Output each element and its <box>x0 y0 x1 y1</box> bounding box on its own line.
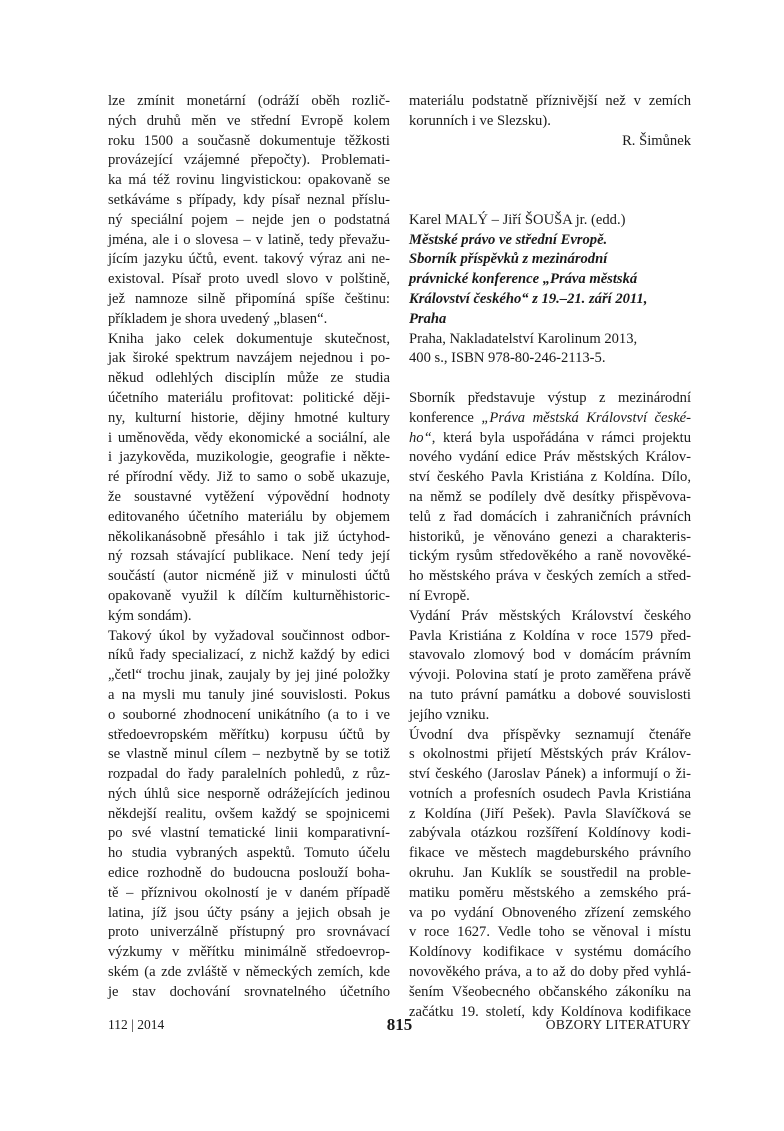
text-line: někud odlehlých disciplín může ze studia <box>108 370 390 387</box>
text-line: v roce 1627. Vedle toho se věnoval i místu <box>409 924 691 941</box>
text-line: historiků, je věnováno genezi a charakteris- <box>409 528 691 545</box>
book-citation <box>409 211 691 369</box>
book-publisher-line: Praha, Nakladatelství Karolinum 2013, <box>409 330 638 347</box>
text-line: středoevropském měřítku) korpusu účtů by <box>108 726 390 743</box>
book-authors: Karel MALÝ – Jiří ŠOUŠA jr. (edd.) <box>409 211 626 228</box>
journal-name: OBZORY LITERATURY <box>545 1017 691 1032</box>
text-line: níků řady specializací, z nichž každý by edici <box>108 647 390 664</box>
review-body <box>409 389 691 1023</box>
text-line: stavovalo zlomový bod v domácím právním <box>409 647 691 664</box>
text-line: se vlastně minul cílem – nezbytně by se totiž <box>108 746 390 763</box>
text-line: s okolnostmi přijetí Městských práv Králov- <box>409 746 691 763</box>
text-line: že soustavné vytěžení výpovědní hodnoty <box>108 488 390 505</box>
text-line: Sborník představuje výstup z mezinárodní <box>409 389 691 406</box>
book-title-line: právnické konference „Práva městská <box>409 271 638 288</box>
text-line: jména, ale i o slovesa – v latině, tedy převažu- <box>108 231 390 248</box>
text-line: telů z řad domácích i zahraničních právních <box>409 508 691 525</box>
text-line: ství českého Pavla Kristiána z Koldína. Dílo, <box>409 469 691 486</box>
continued-review-text <box>409 92 691 132</box>
text-line: i uměnověda, vědy ekonomické a sociální, ale <box>108 429 390 446</box>
text-line: někdejší realitu, ovšem každý se spojnicemi <box>108 805 390 822</box>
text-line: novověkého práva, a to až do doby před vyhlá- <box>409 964 691 981</box>
text-line: Úvodní dva příspěvky seznamují čtenáře <box>409 726 691 743</box>
text-line: „četl“ trochu jinak, zaujaly by jej jiné položky <box>108 667 390 684</box>
text-line: latina, jíž jsou účty psány a jejich obsah je <box>108 904 390 921</box>
text-line: roku 1500 a současně dokumentuje těžkosti <box>108 132 390 149</box>
text-fragment: konference <box>409 409 482 426</box>
text-line: i jazykověda, muzikologie, geografie i někte- <box>108 449 390 466</box>
text-line: ny, kulturní historie, dějiny hmotné kultury <box>108 409 390 426</box>
text-line <box>409 409 691 429</box>
reviewer-signature: R. Šimůnek <box>622 132 691 149</box>
book-publisher-line: 400 s., ISBN 978-80-246-2113-5. <box>409 350 606 367</box>
text-line: ných druhů měn ve střední Evropě kolem <box>108 112 390 129</box>
text-line: tě – příznivou okolností je v daném případě <box>108 884 390 901</box>
text-line: matiku poměru městského a zemského prá- <box>409 884 691 901</box>
text-line: součástí (autor nicméně již v minulosti účtů <box>108 568 390 585</box>
text-line: ství českého (Jaroslav Pánek) a informují o ži- <box>409 766 691 783</box>
italic-text: ho“ <box>409 429 432 446</box>
book-title-line: Sborník příspěvků z mezinárodní <box>409 251 608 268</box>
text-line: korunních i ve Slezsku). <box>409 112 551 129</box>
text-line: tickým rysům středověkého a raně novověké- <box>409 548 691 565</box>
text-line: rozpadal do řady paralelních pohledů, z růz- <box>108 766 390 783</box>
text-line: existoval. Písař proto uvedl slovo v polštině, <box>108 271 390 288</box>
right-column <box>409 92 691 1022</box>
text-line: z Koldína (Jiří Pešek). Pavla Slavíčková se <box>409 805 691 822</box>
text-line: ka má též rovinu lingvistickou: opakovaně se <box>108 172 390 189</box>
book-title-line: Praha <box>409 310 447 327</box>
text-line: několikanásobně přesáhlo i tak již úctyhod- <box>108 528 390 545</box>
text-line: Kniha jako celek dokumentuje skutečnost, <box>108 330 390 347</box>
text-line: provázející vzájemné přepočty). Problemati- <box>108 152 390 169</box>
text-line: účetního materiálu profitovat: politické ději- <box>108 389 390 406</box>
text-line: zabývala otázkou rozšíření Koldínovy kodi- <box>409 825 691 842</box>
text-line: po své vlastní tematické linii komparativní- <box>108 825 390 842</box>
page-footer <box>108 1015 691 1037</box>
text-line: na němž se podílely dvě desítky přispěvova- <box>409 488 691 505</box>
text-line: ný rozsah stávající publikace. Není tedy její <box>108 548 390 565</box>
text-line: jejího vzniku. <box>409 706 490 723</box>
text-line: výzkumy v měřítku minimálně středoevrop- <box>108 944 390 961</box>
text-line: nového vydání edice Práv městských Králov- <box>409 449 691 466</box>
text-line: ho městského práva v českých zemích a střed- <box>409 568 691 585</box>
italic-text: „Práva městská Království české- <box>481 409 692 426</box>
text-line: ré přírodní vědy. Již to samo o sobě ukazuje, <box>108 469 390 486</box>
text-line: setkáváme s případy, kdy písař neznal příslu- <box>108 191 390 208</box>
text-line: jícím jazyku účtů, event. takový výraz ani ne- <box>108 251 390 268</box>
book-title-line: Království českého“ z 19.–21. září 2011, <box>409 290 648 307</box>
text-line: okruhu. Jan Kuklík se soustředil na proble- <box>409 865 691 882</box>
text-line: editovaného účetního materiálu by objemem <box>108 508 390 525</box>
text-line: na tuto právní památku a dobové souvislosti <box>409 686 691 703</box>
left-column <box>108 92 390 1003</box>
issue-label: 112 | 2014 <box>108 1017 165 1032</box>
text-line: jež namnoze silně připomíná spíše češtinu: <box>108 290 390 307</box>
text-line: proto univerzálně přístupný pro srovnávací <box>108 924 390 941</box>
text-line: šením Všeobecného občanského zákoníku na <box>409 983 691 1000</box>
text-line <box>409 429 691 449</box>
text-line: Koldínovy kodifikace v systému domácího <box>409 944 691 961</box>
text-line: ných úhlů sice nesporně odrážejících jedinou <box>108 785 390 802</box>
text-line: edice rozhodně do budoucna poslouží boha- <box>108 865 390 882</box>
text-fragment: , která byla uspořádána v rámci projektu <box>431 429 691 446</box>
text-line: začátku 19. století, kdy Koldínova kodifikace <box>409 1003 691 1020</box>
text-line: fikace ve městech magdeburského právního <box>409 845 691 862</box>
page-number: 815 <box>386 1015 413 1034</box>
text-line: votních a profesních osudech Pavla Kristiána <box>409 785 691 802</box>
text-line: materiálu podstatně příznivější než v zemích <box>409 93 691 109</box>
text-line: va po vydání Obnoveného zřízení zemského <box>409 904 691 921</box>
text-line: Takový úkol by vyžadoval součinnost odbor- <box>108 627 390 644</box>
text-line: Vydání Práv městských Království českého <box>409 607 691 624</box>
text-line: jak široké spektrum navzájem nejednou i po- <box>108 350 390 367</box>
text-line: kým sondám). <box>108 607 192 624</box>
text-line: příkladem je shora uvedený „blasen“. <box>108 310 328 327</box>
book-title-line: Městské právo ve střední Evropě. <box>409 231 608 248</box>
text-line: Pavla Kristiána z Koldína v roce 1579 před- <box>409 627 691 644</box>
text-line: opakovaně využil k dílčím kulturněhistoric- <box>108 587 390 604</box>
text-line: ný speciální pojem – nejde jen o podstatná <box>108 211 390 228</box>
text-line: ském (a zde zvláště v německých zemích, kde <box>108 964 390 981</box>
text-line: ní Evropě. <box>409 587 470 604</box>
text-line: o souborné zhodnocení unikátního (a to i ve <box>108 706 390 723</box>
text-line: lze zmínit monetární (odráží oběh rozlič- <box>108 93 390 109</box>
text-line: a na mysli mu tanuly jiné souvislosti. Pokus <box>108 686 390 703</box>
text-line: ho studia vybraných aspektů. Tomuto účelu <box>108 845 390 862</box>
text-line: je stav dochování srovnatelného účetního <box>108 983 390 1000</box>
text-line: vývoji. Polovina statí je proto zaměřena právě <box>409 667 691 684</box>
